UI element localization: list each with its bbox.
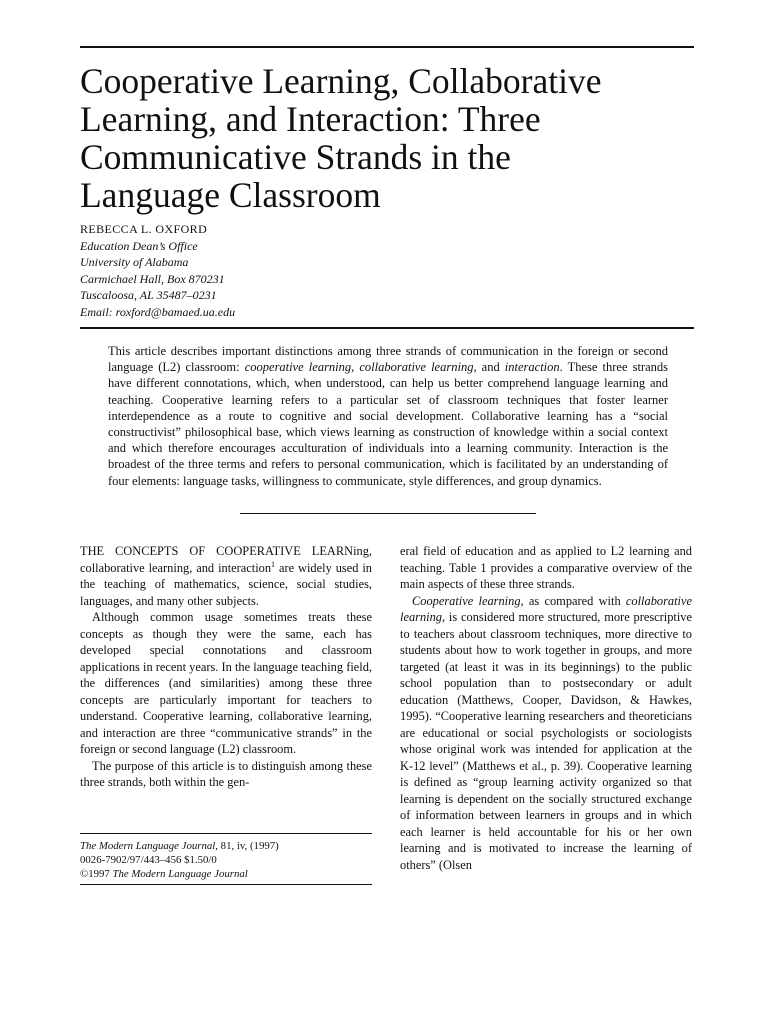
term: Cooperative learning [412, 593, 521, 608]
footnote-divider-top [80, 833, 372, 834]
volume-info: , 81, iv, (1997) [215, 840, 279, 852]
citation-footnote [80, 839, 372, 881]
citation-line [80, 839, 372, 853]
abstract-divider [240, 513, 536, 514]
copyright-line [80, 867, 372, 881]
paragraph: Although common usage sometimes treats these concepts as though they were the same, each has developed special connotations and classroom applications in recent years. In the language teaching field, the differences (and similarities) among these three concepts are particularly important for teachers to understand. Cooperative learning, collaborative learning, and interaction are three “communicative strands” in the foreign or second language (L2) classroom. [80, 610, 372, 756]
journal-name: The Modern Language Journal [112, 868, 248, 880]
title-line: Language Classroom [80, 175, 381, 215]
top-rule [80, 46, 694, 48]
author-email: Email: roxford@bamaed.ua.edu [80, 304, 236, 319]
paragraph-text: THE CONCEPTS OF COOPERATIVE LEARNing, collaborative learning, and interaction [80, 544, 372, 575]
body-column-left [80, 543, 372, 791]
paragraph-text: are widely used in the teaching of mathematics, science, social studies, languages, and many other subjects. [80, 560, 372, 608]
paragraph-text: , as compared with [520, 593, 626, 608]
abstract-text: , and [473, 360, 505, 375]
affiliation-line: Education Dean’s Office [80, 238, 198, 253]
affiliation-line: Tuscaloosa, AL 35487–0231 [80, 288, 217, 302]
paragraph: The purpose of this article is to distinguish among these three strands, both within the gen- [80, 758, 372, 789]
paragraph-text: , is considered more structured, more prescriptive to teachers about classroom techniques, more directive to students about how to work together in groups, and more targeted (at least it was in its beginnings) to the public school population than to postsecondary or adult education (Matthews, Cooper, Davidson, & Hawkes, 1995). “Cooperative learning researchers and theoreticians are educational or social psychologists or sociologists whose original work was intended for application at the K-12 level” (Matthews et al., p. 39). Cooperative learning is defined as “group learning activity organized so that learning is dependent on the socially structured exchange of information between learners in groups and in which each learner is held accountable for his or her own learning and is motivated to increase the learning of others” (Olsen [400, 610, 692, 872]
author-name: REBECCA L. OXFORD [80, 222, 208, 236]
title-line: Learning, and Interaction: Three [80, 99, 541, 139]
affiliation-line: Carmichael Hall, Box 870231 [80, 271, 225, 286]
abstract-text: , [351, 360, 360, 375]
title-line: Communicative Strands in the [80, 137, 511, 177]
abstract [108, 343, 668, 489]
abstract-text: This article describes important distinctions among three strands of communication in the foreign or second language (L2) classroom: [108, 344, 668, 375]
author-block [80, 221, 480, 320]
paragraph [400, 593, 692, 874]
footnote-divider-bottom [80, 884, 372, 885]
footnote-marker: 1 [271, 559, 276, 569]
body-column-right [400, 543, 692, 873]
affiliation-line: University of Alabama [80, 255, 189, 269]
paragraph: eral field of education and as applied to L2 learning and teaching. Table 1 provides a comparative overview of the main aspects of these three strands. [400, 544, 692, 591]
copyright-symbol: ©1997 [80, 868, 113, 880]
paragraph [80, 543, 372, 609]
abstract-term: interaction [504, 360, 560, 375]
abstract-term: cooperative learning [244, 360, 352, 375]
title-line: Cooperative Learning, Collaborative [80, 61, 602, 101]
abstract-text: . These three strands have different connotations, which, when understood, can help us better comprehend language learning and teaching. Cooperative learning refers to a particular set of classroom techniques that foster learner interdependence as a route to cognitive and social development. Collaborative learning has a “social constructivist” philosophical base, which views learning as construction of knowledge within a social context and which therefore encourages acculturation of individuals into a learning community. Interaction is the broadest of the three terms and refers to personal communication, which is facilitated by an understanding of four elements: language tasks, willingness to communicate, style differences, and group dynamics. [108, 360, 669, 488]
journal-name: The Modern Language Journal [80, 840, 216, 852]
term: collaborative learning [400, 593, 692, 624]
issn-line: 0026-7902/97/443–456 $1.50/0 [80, 854, 217, 866]
abstract-term: collaborative learning [359, 360, 474, 375]
article-title [80, 62, 700, 214]
header-divider [80, 327, 694, 329]
